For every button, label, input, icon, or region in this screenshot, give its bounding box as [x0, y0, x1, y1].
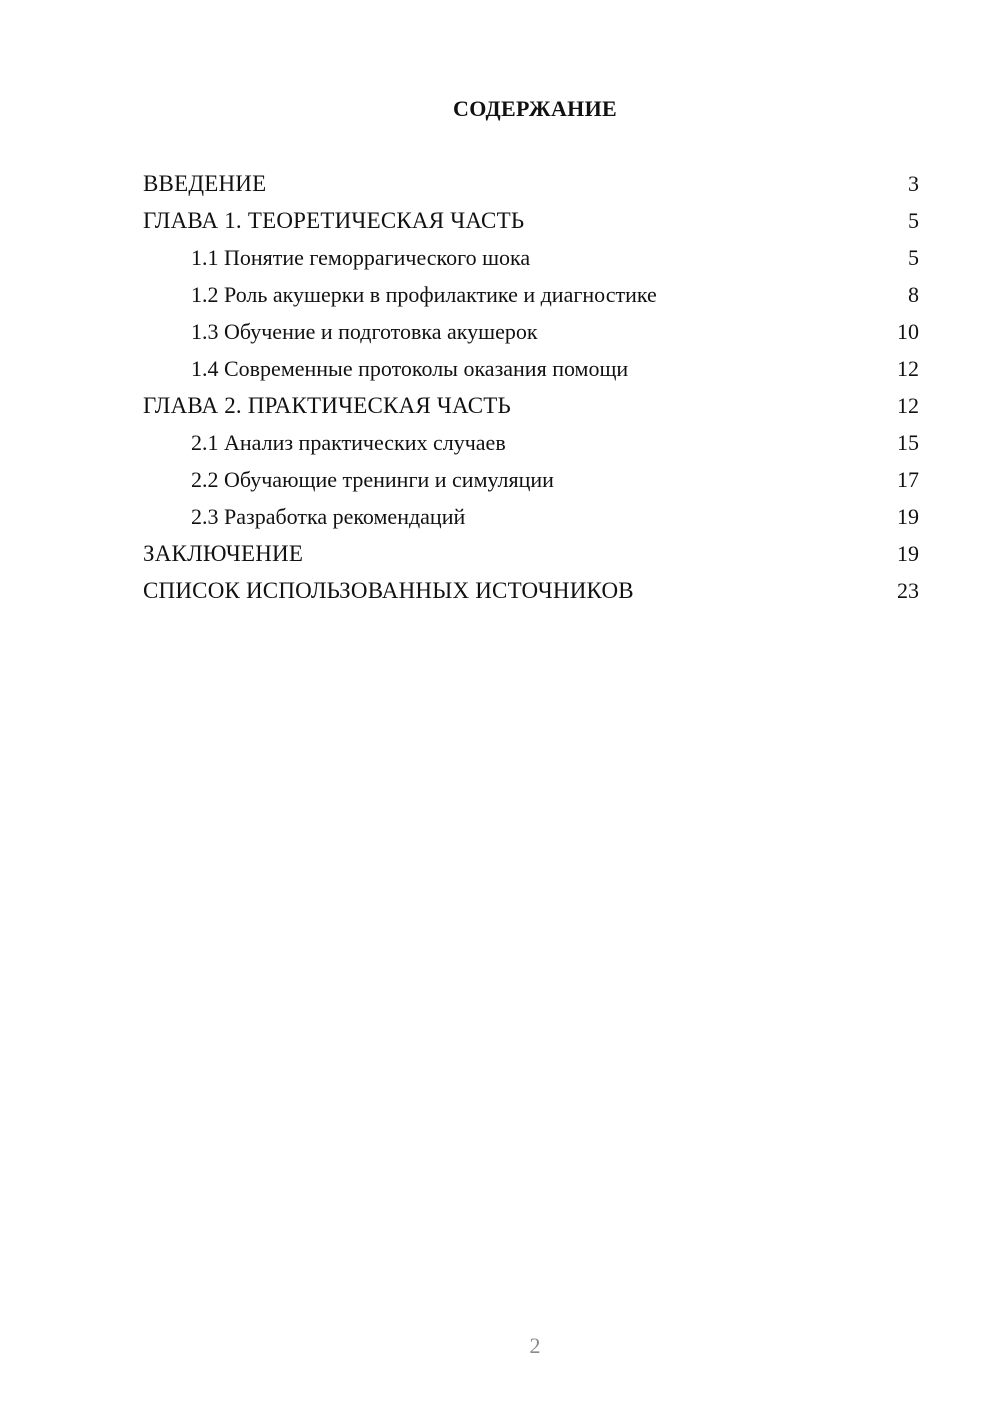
table-of-contents: [143, 169, 919, 613]
page-number: 2: [529, 1333, 541, 1358]
toc-entry[interactable]: [143, 391, 919, 428]
toc-entry-label: ЗАКЛЮЧЕНИЕ: [143, 541, 304, 566]
toc-entry-label: 1.2 Роль акушерки в профилактике и диагностике: [191, 282, 657, 307]
toc-entry-label: 1.3 Обучение и подготовка акушерок: [191, 319, 538, 344]
toc-entry-label: ВВЕДЕНИЕ: [143, 171, 267, 196]
toc-entry[interactable]: [143, 539, 919, 576]
toc-entry[interactable]: [143, 169, 919, 206]
toc-entry-label: 2.3 Разработка рекомендаций: [191, 504, 466, 529]
toc-entry-label: 1.1 Понятие геморрагического шока: [191, 245, 531, 270]
toc-entry-page: 15: [897, 430, 919, 455]
toc-entry-label: 2.2 Обучающие тренинги и симуляции: [191, 467, 554, 492]
toc-subentry[interactable]: [143, 354, 919, 391]
toc-entry[interactable]: [143, 576, 919, 613]
toc-entry[interactable]: [143, 206, 919, 243]
toc-entry-page: 19: [897, 504, 919, 529]
toc-entry-label: СПИСОК ИСПОЛЬЗОВАННЫХ ИСТОЧНИКОВ: [143, 578, 634, 603]
toc-entry-page: 5: [908, 245, 919, 270]
toc-entry-label: 2.1 Анализ практических случаев: [191, 430, 506, 455]
toc-subentry[interactable]: [143, 465, 919, 502]
toc-entry-page: 12: [897, 356, 919, 381]
toc-entry-label: ГЛАВА 2. ПРАКТИЧЕСКАЯ ЧАСТЬ: [143, 393, 511, 418]
page-title: СОДЕРЖАНИЕ: [453, 96, 617, 121]
toc-entry-page: 3: [908, 171, 919, 196]
toc-entry-page: 10: [897, 319, 919, 344]
toc-entry-page: 19: [897, 541, 919, 566]
toc-entry-page: 8: [908, 282, 919, 307]
toc-subentry[interactable]: [143, 428, 919, 465]
toc-entry-page: 23: [897, 578, 919, 603]
toc-entry-page: 5: [908, 208, 919, 233]
toc-subentry[interactable]: [143, 243, 919, 280]
toc-entry-label: 1.4 Современные протоколы оказания помощи: [191, 356, 629, 381]
toc-entry-label: ГЛАВА 1. ТЕОРЕТИЧЕСКАЯ ЧАСТЬ: [143, 208, 525, 233]
toc-entry-page: 17: [897, 467, 919, 492]
toc-subentry[interactable]: [143, 317, 919, 354]
toc-entry-page: 12: [897, 393, 919, 418]
toc-subentry[interactable]: [143, 280, 919, 317]
toc-subentry[interactable]: [143, 502, 919, 539]
